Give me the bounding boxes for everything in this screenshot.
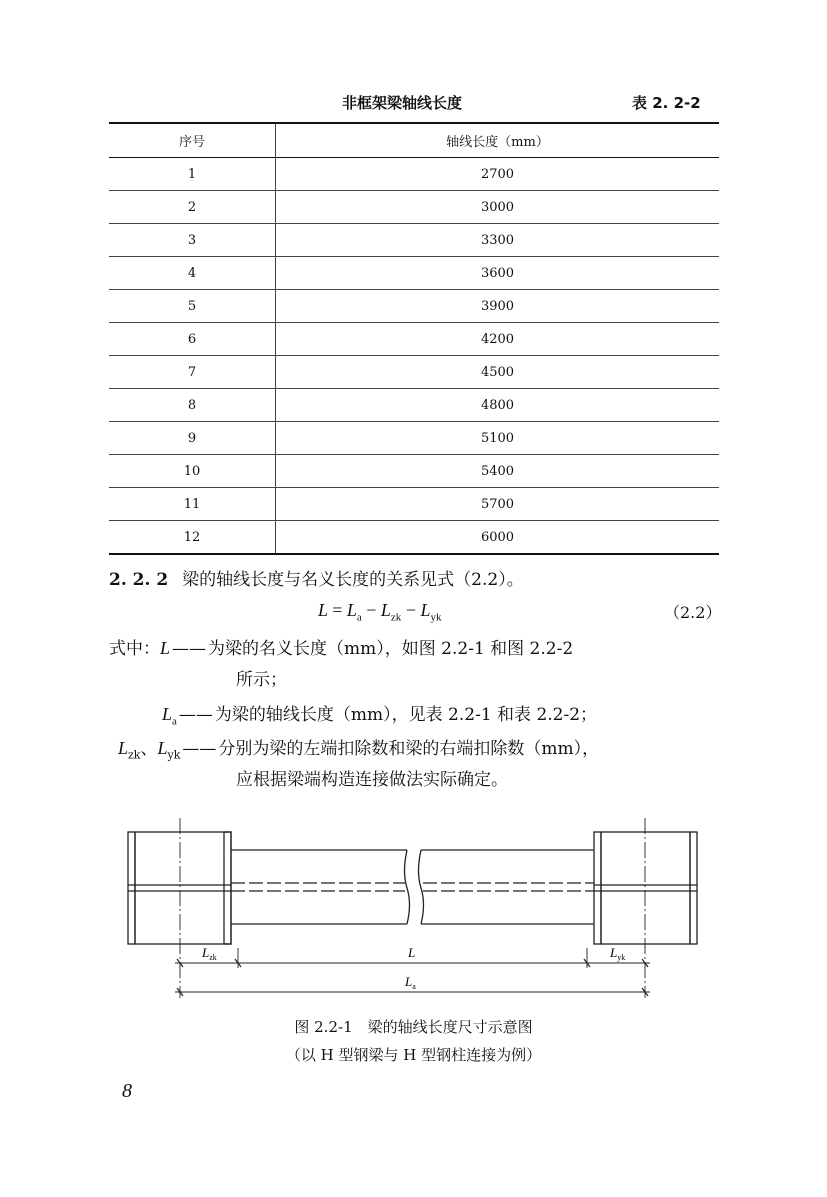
- row-index: 3: [109, 224, 276, 257]
- def-L-text-cont: 所示；: [236, 670, 287, 690]
- row-index: 8: [109, 389, 276, 422]
- table-title: 非框架梁轴线长度: [342, 94, 463, 112]
- row-index: 1: [109, 158, 276, 191]
- label-lyk: $L_{yk}$: [610, 945, 626, 962]
- row-axis-length: 4800: [276, 389, 720, 422]
- header-index: 序号: [109, 123, 276, 158]
- row-index: 5: [109, 290, 276, 323]
- right-column-flange-outer: [690, 832, 697, 944]
- row-axis-length: 3600: [276, 257, 720, 290]
- left-column-flange-outer: [128, 832, 135, 944]
- table-row: [109, 389, 719, 422]
- right-column-flange-inner: [594, 832, 601, 944]
- eq-Lzk: L: [380, 600, 391, 620]
- def-Lk-text: 分别为梁的左端扣除数和梁的右端扣除数（mm），: [218, 739, 600, 759]
- def-La-text: 为梁的轴线长度（mm），见表 2.2-1 和表 2.2-2；: [214, 705, 598, 725]
- beam-axis-figure: [120, 812, 710, 1004]
- table-row: [109, 290, 719, 323]
- figure-caption-note: （以 H 型钢梁与 H 型钢柱连接为例）: [285, 1046, 542, 1064]
- row-axis-length: 4500: [276, 356, 720, 389]
- left-column-flange-inner: [224, 832, 231, 944]
- table-row: [109, 521, 719, 555]
- eq-Lyk: L: [420, 600, 431, 620]
- row-index: 11: [109, 488, 276, 521]
- row-axis-length: 5400: [276, 455, 720, 488]
- def-L-text: 为梁的名义长度（mm），如图 2.2-1 和图 2.2-2: [208, 639, 574, 659]
- eq-La-sub: a: [356, 611, 362, 624]
- row-index: 12: [109, 521, 276, 555]
- table-row: [109, 422, 719, 455]
- table-row: [109, 356, 719, 389]
- row-axis-length: 3000: [276, 191, 720, 224]
- def-Lzk-sub: zk: [128, 748, 141, 762]
- label-l: L: [408, 945, 416, 960]
- eq-L: L: [318, 600, 328, 620]
- figure-caption: 图 2.2-1 梁的轴线长度尺寸示意图: [294, 1018, 533, 1036]
- row-index: 6: [109, 323, 276, 356]
- label-lzk: $L_{zk}$: [202, 945, 217, 962]
- def-prefix: 式中：: [109, 639, 160, 659]
- eq-Lzk-sub: zk: [390, 611, 402, 624]
- beam-right-half: [419, 850, 595, 924]
- axis-length-table: [109, 122, 719, 555]
- table-row: [109, 191, 719, 224]
- table-body: [109, 158, 719, 555]
- row-axis-length: 5100: [276, 422, 720, 455]
- definition-Lzk-Lyk: [118, 734, 599, 761]
- beam-left-half: [231, 850, 410, 924]
- row-index: 7: [109, 356, 276, 389]
- row-index: 2: [109, 191, 276, 224]
- left-column-body: [135, 832, 231, 944]
- def-L-var: L: [160, 638, 171, 658]
- equation-number: （2.2）: [664, 603, 722, 622]
- def-Lyk-var: L: [157, 738, 168, 758]
- section-number: 2. 2. 2: [109, 570, 169, 590]
- eq-minus-1: −: [366, 600, 377, 620]
- equation: [318, 600, 441, 624]
- def-Lyk-sub: yk: [167, 748, 181, 762]
- table-row: [109, 323, 719, 356]
- table-row: [109, 488, 719, 521]
- eq-Lyk-sub: yk: [430, 611, 442, 624]
- def-Lzk-var: L: [118, 738, 129, 758]
- section-text: 梁的轴线长度与名义长度的关系见式（2.2）。: [182, 570, 524, 590]
- row-axis-length: 6000: [480, 529, 515, 545]
- def-La-sub: a: [172, 715, 177, 728]
- def-sep: 、: [140, 739, 158, 759]
- def-Lk-dash: ——: [182, 739, 217, 759]
- def-Lk-text-cont: 应根据梁端构造连接做法实际确定。: [236, 770, 508, 790]
- row-axis-length: 3900: [276, 290, 720, 323]
- page-number: 8: [122, 1080, 132, 1102]
- def-L-dash: ——: [172, 639, 207, 659]
- header-axis-length: 轴线长度（mm）: [276, 123, 720, 158]
- right-column-body: [601, 832, 690, 944]
- row-index: 10: [109, 455, 276, 488]
- def-La-dash: ——: [178, 705, 213, 725]
- table-header-row: [109, 123, 719, 158]
- table-row: [109, 158, 719, 191]
- row-index: 9: [109, 422, 276, 455]
- table-row: [109, 455, 719, 488]
- row-axis-length: 2700: [276, 158, 720, 191]
- eq-equals: =: [332, 600, 343, 620]
- eq-minus-2: −: [405, 600, 416, 620]
- label-la: $L_a$: [405, 974, 416, 991]
- definition-La: [162, 700, 597, 727]
- definition-L: [109, 634, 573, 659]
- table-row: [109, 224, 719, 257]
- eq-La: L: [346, 600, 357, 620]
- table-number: 表 2. 2-2: [632, 94, 701, 112]
- def-La-var: L: [162, 704, 173, 724]
- row-axis-length: 3300: [276, 224, 720, 257]
- row-index: 4: [109, 257, 276, 290]
- section-2-2-2: [109, 565, 524, 590]
- table-row: [109, 257, 719, 290]
- row-axis-length: 5700: [276, 488, 720, 521]
- row-axis-length: 4200: [276, 323, 720, 356]
